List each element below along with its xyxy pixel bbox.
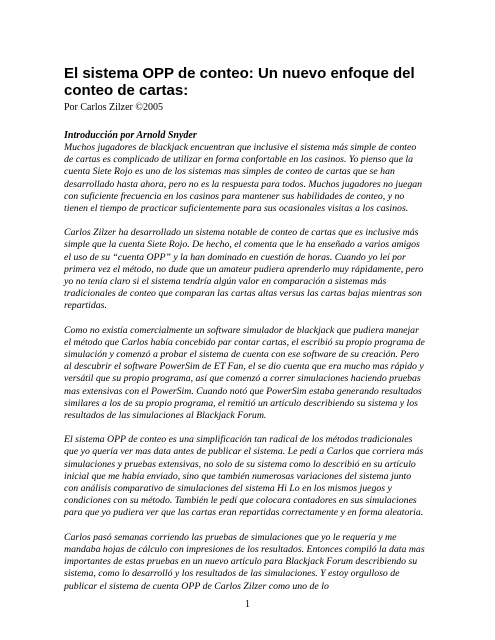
document-title: El sistema OPP de conteo: Un nuevo enfoque del conteo de cartas: xyxy=(64,65,415,99)
paragraph-2: Carlos Zilzer ha desarrollado un sistema notable de conteo de cartas que es inclusive más simple que la cuenta Siete Rojo. De hecho, el comenta que le ha enseñado a varios amigos el uso de su “cuenta OPP” y la han dominado en cuestión de horas. Cuando yo leí por primera vez el método, no dude que un amateur pudiera aprenderlo muy rápidamente, pero yo no tenía claro si el sistema tendría algún valor en comparación a sistemas más tradicionales de conteo que comparan las cartas altas versus las cartas bajas mientras son repartidas. xyxy=(64,227,424,312)
document-body xyxy=(64,65,425,593)
paragraph-3: Como no existía comercialmente un software simulador de blackjack que pudiera manejar el método que Carlos había concebido par contar cartas, el escribió su propio programa de simulación y comenzó a probar el sistema de cuenta con ese software de su creación. Pero al descubrir el software PowerSim de ET Fan, el se dio cuenta que era mucho mas rápido y versátil que su propio programa, así que comenzó a correr simulaciones haciendo pruebas mas extensivas con el PowerSim. Cuando notó que PowerSim estaba generando resultados similares a los de su propio programa, el remitió un artículo describiendo su sistema y los resultados de las simulaciones al Blackjack Forum. xyxy=(64,324,425,422)
paragraph-5: Carlos pasó semanas corriendo las pruebas de simulaciones que yo le requería y me mandaba hojas de cálculo con impresiones de los resultados. Entonces compiló la data mas importantes de estas pruebas en un nuevo artículo para Blackjack Forum describiendo su sistema, como lo desarrolló y los resultados de las simulaciones. Y estoy orgulloso de publicar el sistema de cuenta OPP de Carlos Zilzer como uno de lo xyxy=(64,531,425,592)
section-heading: Introducción por Arnold Snyder xyxy=(64,130,197,141)
paragraph-4: El sistema OPP de conteo es una simplificación tan radical de los métodos tradicionales que yo quería ver mas data antes de publicar el sistema. Le pedí a Carlos que corriera más simulaciones y pruebas extensivas, no solo de su sistema como lo describió en su artículo inicial que me había enviado, sino que también numerosas variaciones del sistema junto con análisis comparativo de simulaciones del sistema Hi Lo en los mismos juegos y condiciones con su método. También le pedí que colocara contadores en sus simulaciones para que yo pudiera ver que las cartas eran repartidas correctamente y en forma aleatoria. xyxy=(64,434,424,519)
paragraph-1: Muchos jugadores de blackjack encuentran que inclusive el sistema más simple de conteo de cartas es complicado de utilizar en forma confortable en los casinos. Yo pienso que la cuenta Siete Rojo es uno de los sistemas mas simples de conteo de cartas que se han desarrollado hasta ahora, pero no es la respuesta para todos. Muchos jugadores no juegan con suficiente frecuencia en los casinos para mantener sus habilidades de conteo, y no tienen el tiempo de practicar suficientemente para sus ocasionales visitas a los casinos. xyxy=(64,142,423,215)
author-byline: Por Carlos Zilzer ©2005 xyxy=(64,102,163,113)
page-number: 1 xyxy=(245,599,250,610)
